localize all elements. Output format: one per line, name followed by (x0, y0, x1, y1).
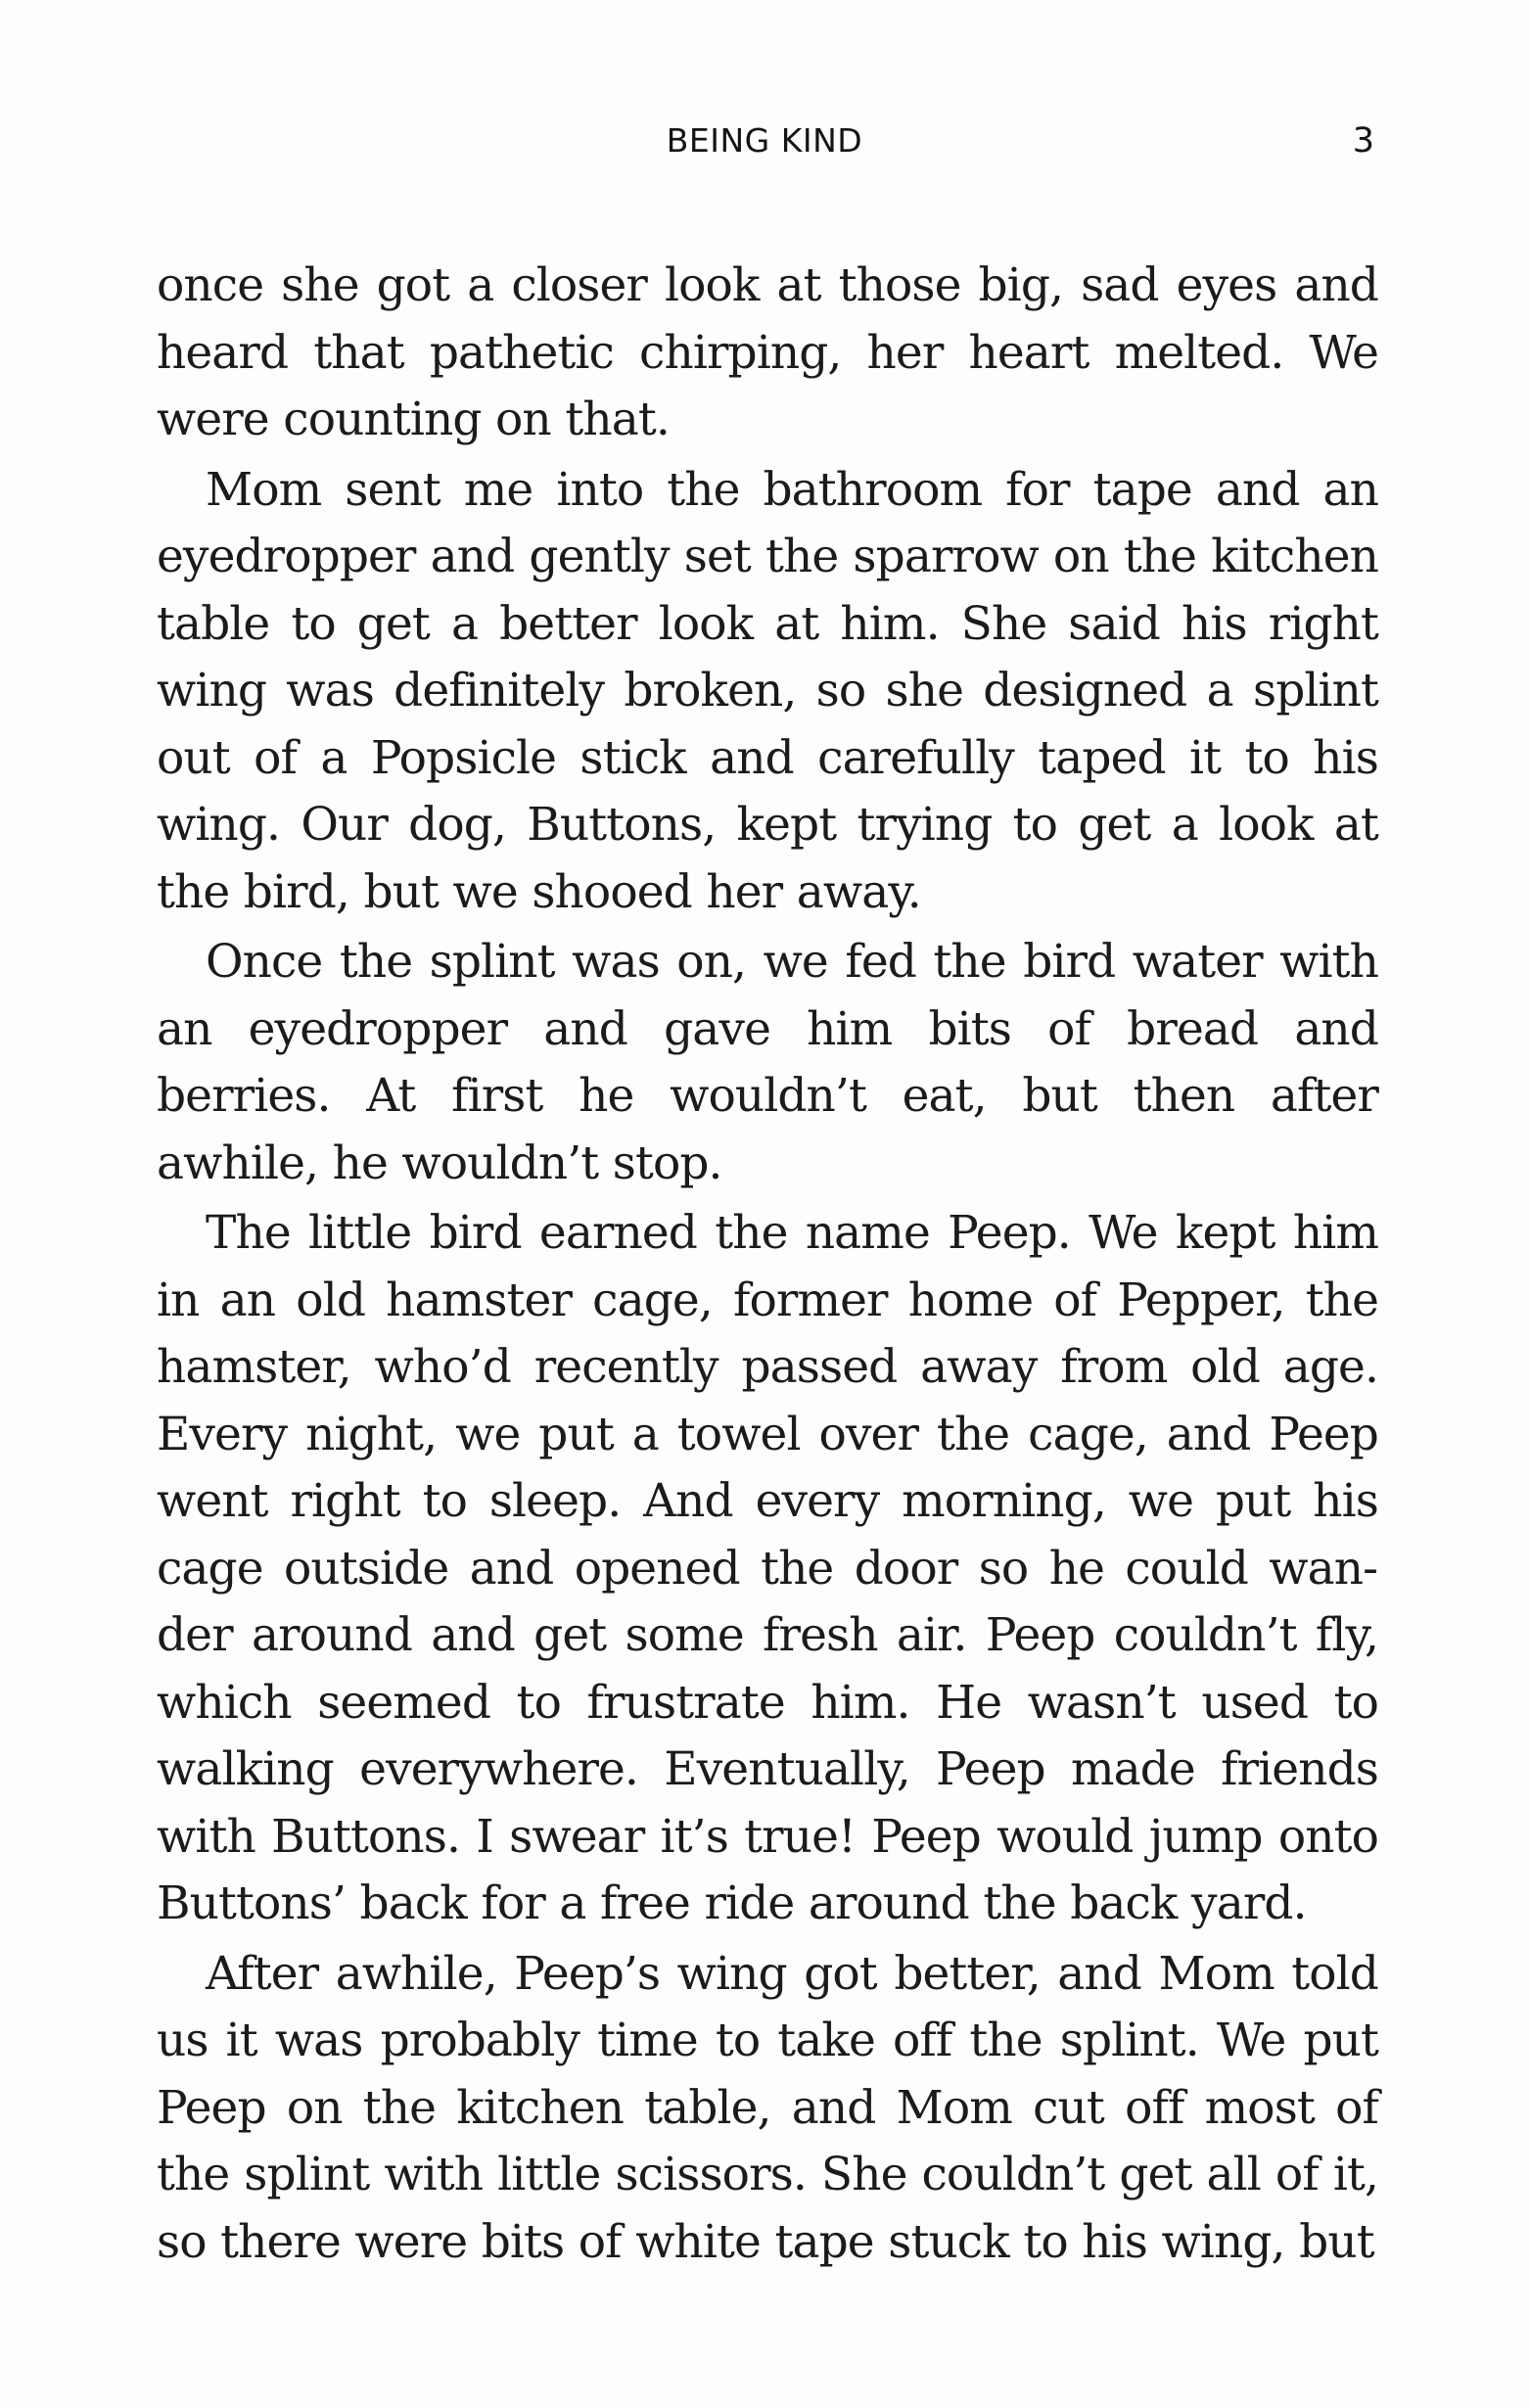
paragraph: Once the splint was on, we fed the bird water with an eyedropper and gave him bits of bread and berries. At first he wouldn’t eat, but then after awhile, he wouldn’t stop. (157, 935, 1378, 1190)
paragraph: Mom sent me into the bathroom for tape and an eyedropper and gently set the sparrow on the kitchen table to get a better look at him. She said his right wing was definitely broken, so she designed a splint out of a Popsicle stick and carefully taped it to his wing. Our dog, Buttons, kept trying to get a look at the bird, but we shooed her away. (157, 462, 1378, 919)
page-number: 3 (1352, 121, 1374, 161)
running-header (0, 116, 1529, 170)
paragraph: The little bird earned the name Peep. We kept him in an old hamster cage, former home of Pepper, the hamster, who’d recently passed away from old age. Every night, we put a towel over the cage, and Peep went right to sleep. And every morning, we put his cage outside and opened the door so he could wander around and get some fresh air. Peep couldn’t fly, which seemed to frustrate him. He wasn’t used to walking everywhere. Eventually, Peep made friends with Buttons. I swear it’s true! Peep would jump onto Buttons’ back for a free ride around the back yard. (157, 1206, 1378, 1930)
paragraph-continued: once she got a closer look at those big, sad eyes and heard that pathetic chirping, her heart melted. We were counting on that. (157, 258, 1378, 446)
chapter-title: BEING KIND (666, 121, 863, 160)
body-text (157, 253, 1378, 2276)
paragraph: After awhile, Peep’s wing got better, and Mom told us it was probably time to take off the splint. We put Peep on the kitchen table, and Mom cut off most of the splint with little scissors. She couldn’t get all of it, so there were bits of white tape stuck to his wing, but (157, 1946, 1378, 2269)
